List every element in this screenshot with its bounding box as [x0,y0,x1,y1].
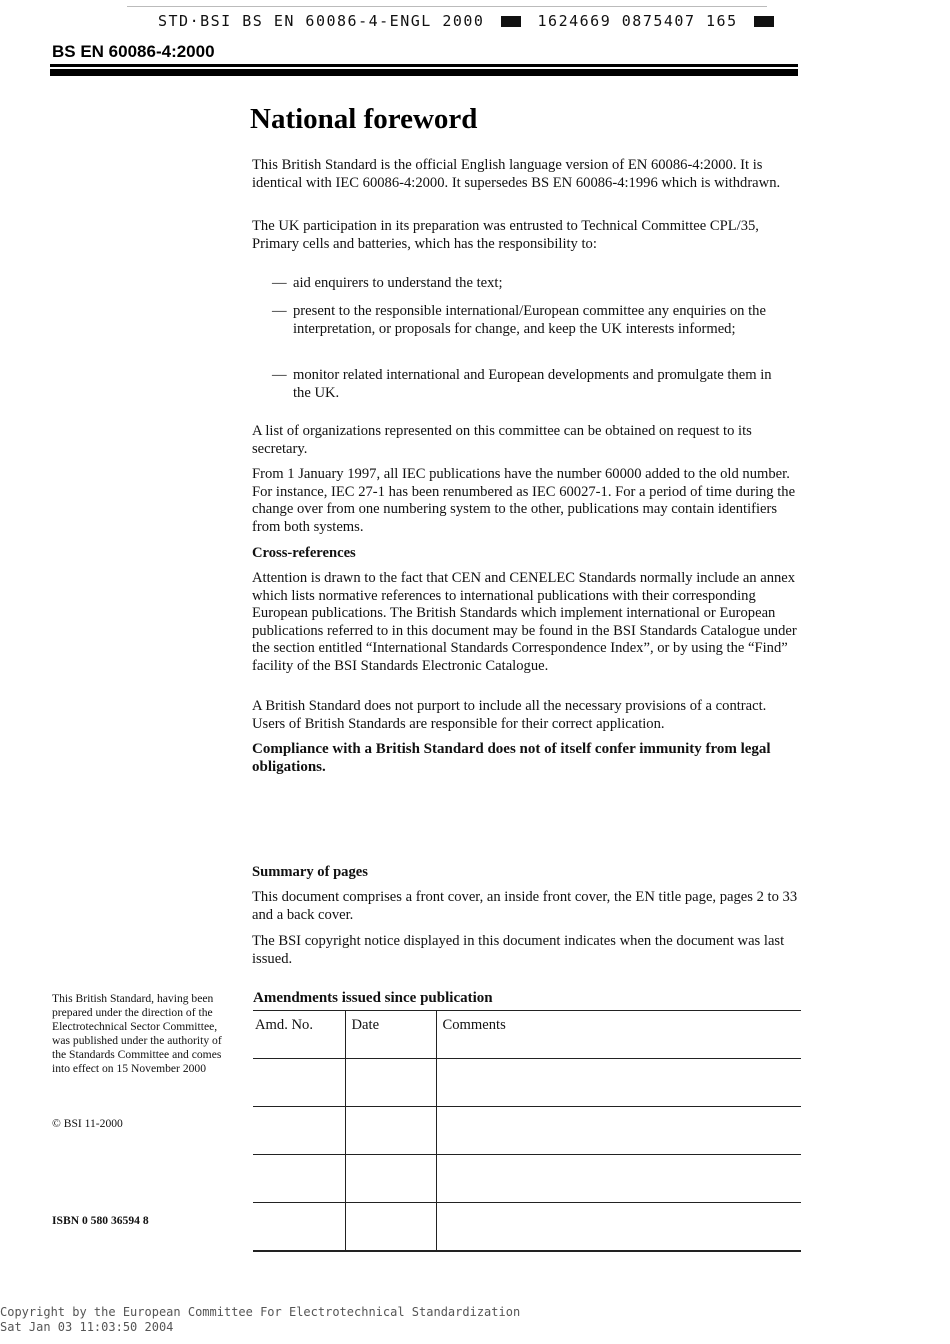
cross-references-paragraph: Attention is drawn to the fact that CEN and CENELEC Standards normally include an annex which lists normative references to international publications with their corresponding European publications. The British Standards which implement international or European publications referred to in this document may be found in the BSI Standards Catalogue under the section entitled “International Standards Correspondence Index”, or by using the “Find” facility of the BSI Standards Electronic Catalogue. [252,570,797,674]
table-row [253,1155,801,1203]
table-row [253,1107,801,1155]
bullet-item [272,275,792,293]
amendments-table [253,1010,801,1252]
bsi-copyright: © BSI 11-2000 [52,1117,123,1130]
amendments-title: Amendments issued since publication [253,990,493,1006]
summary-paragraph: This document comprises a front cover, an inside front cover, the EN title page, pages 2 to 33 and a back cover. [252,889,798,923]
bullet-item [272,367,792,402]
bullet-text: aid enquirers to understand the text; [293,275,503,291]
stamp-right-text: 1624669 0875407 165 [537,12,738,30]
stamp-block-mark [501,16,521,27]
cross-references-heading: Cross-references [252,545,356,561]
contract-paragraph: A British Standard does not purport to include all the necessary provisions of a contract. Users of British Standards are responsible for their correct application. [252,698,767,732]
header-rule-thick [50,69,798,76]
copyright-notice-paragraph: The BSI copyright notice displayed in this document indicates when the document was last issued. [252,933,785,967]
bullet-text: present to the responsible international/European committee any enquiries on the interpretation, or proposals for change, and keep the UK interests informed; [293,303,766,337]
table-row [253,1203,801,1252]
intro-paragraph: This British Standard is the official English language version of EN 60086-4:2000. It is identical with IEC 60086-4:2000. It supersedes BS EN 60086-4:1996 which is withdrawn. [252,157,781,191]
dash-icon: — [272,303,287,319]
footer [0,1305,520,1334]
footer-timestamp: Sat Jan 03 11:03:50 2004 [0,1319,174,1334]
document-id: BS EN 60086-4:2000 [52,42,215,61]
participation-paragraph: The UK participation in its preparation was entrusted to Technical Committee CPL/35, Primary cells and batteries, which has the responsibility to: [252,218,759,252]
header-rule-thin [50,64,798,67]
column-header-comments: Comments [436,1011,801,1059]
bullet-item [272,303,792,338]
publication-statement: This British Standard, having been prepared under the direction of the Electrotechnical Sector Committee, was published under the authority of the Standards Committee and comes into effect on 15 November 2000 [52,992,222,1075]
column-header-amd-no: Amd. No. [253,1011,345,1059]
organizations-paragraph: A list of organizations represented on this committee can be obtained on request to its secretary. [252,423,752,457]
dash-icon: — [272,367,287,383]
document-stamp [158,12,774,30]
page-title: National foreword [250,103,478,135]
table-header-row [253,1011,801,1059]
top-scan-rule [127,6,767,7]
compliance-statement: Compliance with a British Standard does not of itself confer immunity from legal obligations. [252,741,771,775]
numbering-paragraph: From 1 January 1997, all IEC publications have the number 60000 added to the old number. For instance, IEC 27-1 has been renumbered as IEC 60027-1. For a period of time during the change over from one numbering system to the other, publications may contain identifiers from both systems. [252,466,796,535]
footer-copyright: Copyright by the European Committee For Electrotechnical Standardization [0,1305,521,1319]
dash-icon: — [272,275,287,291]
table-row [253,1059,801,1107]
summary-heading: Summary of pages [252,864,368,880]
stamp-end-block-mark [754,16,774,27]
column-header-date: Date [345,1011,436,1059]
bullet-text: monitor related international and European developments and promulgate them in the UK. [293,367,772,401]
isbn: ISBN 0 580 36594 8 [52,1214,149,1227]
stamp-left-text: STD·BSI BS EN 60086-4-ENGL 2000 [158,12,485,30]
